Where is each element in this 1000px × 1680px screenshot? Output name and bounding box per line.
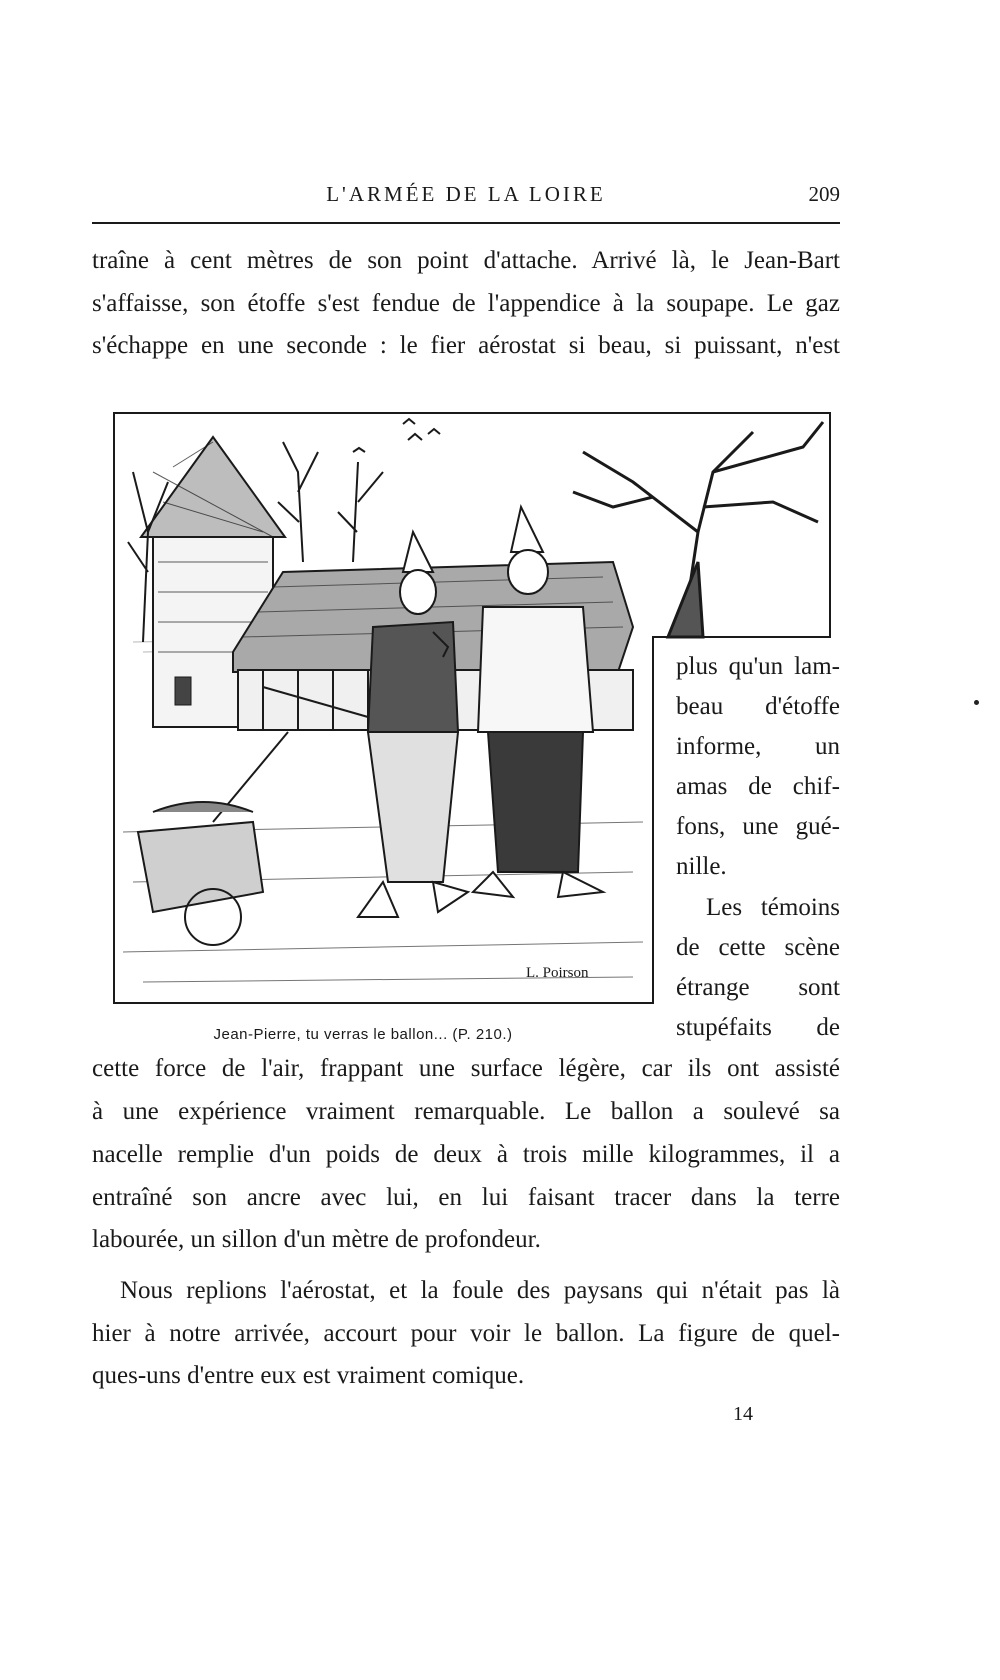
margin-speck [974,700,979,705]
text-line: hier à notre arrivée, accourt pour voir le ballon. La figure de quel- [92,1320,840,1347]
side-text-line: fons, une gué- [676,813,840,840]
signature-mark: 14 [733,1403,753,1425]
side-text-line: amas de chif- [676,773,840,800]
text-line: Nous replions l'aérostat, et la foule des paysans qui n'était pas là [120,1277,840,1304]
text-line: entraîné son ancre avec lui, en lui faisant tracer dans la terre [92,1184,840,1211]
illustrator-signature: L. Poirson [526,965,589,981]
page-number: 209 [808,182,840,206]
side-text-line: de cette scène [676,934,840,961]
side-text-line: Les témoins [706,894,840,921]
side-text-line: informe, un [676,733,840,760]
text-line: labourée, un sillon d'un mètre de profondeur. [92,1226,541,1253]
text-line: traîne à cent mètres de son point d'attache. Arrivé là, le Jean-Bart [92,247,840,274]
text-line: à une expérience vraiment remarquable. Le ballon a soulevé sa [92,1098,840,1125]
side-text-line: plus qu'un lam- [676,653,840,680]
running-title: L'ARMÉE DE LA LOIRE [326,182,606,206]
side-text-line: beau d'étoffe [676,693,840,720]
page-header [92,178,840,224]
text-line: cette force de l'air, frappant une surface légère, car ils ont assisté [92,1055,840,1082]
text-line: ques-uns d'entre eux est vraiment comique. [92,1362,525,1389]
side-text-line: étrange sont [676,974,840,1001]
text-line: nacelle remplie d'un poids de deux à trois mille kilogrammes, il a [92,1141,840,1168]
side-text-line: stupéfaits de [676,1014,840,1041]
side-text-line: nille. [676,853,727,880]
text-line: s'affaisse, son étoffe s'est fendue de l'appendice à la soupape. Le gaz [92,290,840,317]
figure-caption: Jean-Pierre, tu verras le ballon... (P. 210.) [213,1026,513,1043]
text-line: s'échappe en une seconde : le fier aérostat si beau, si puissant, n'est [92,332,840,359]
